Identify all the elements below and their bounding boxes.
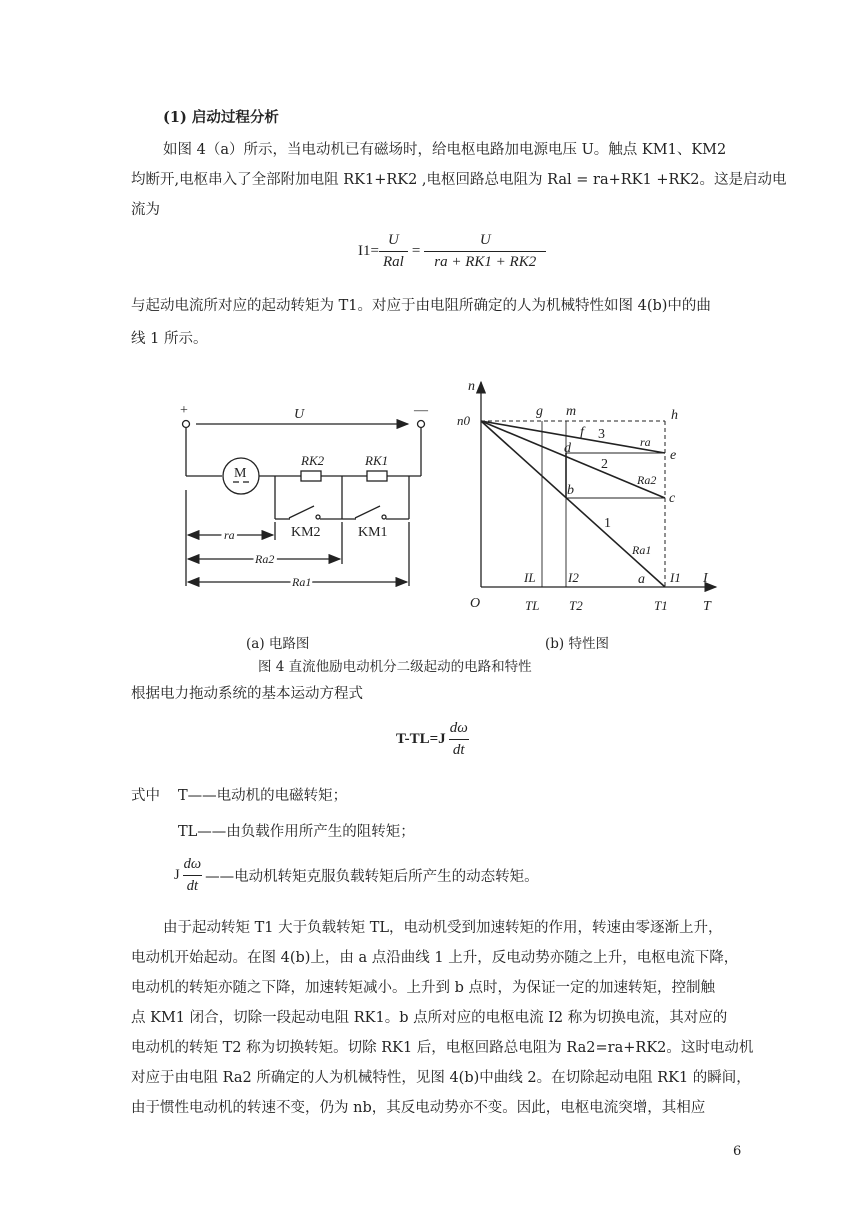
il-label: IL bbox=[524, 570, 536, 585]
body-line-2: 电动机开始起动。在图 4(b)上，由 a 点沿曲线 1 上升，反电动势亦随之上升，电枢电流下降， bbox=[131, 950, 739, 966]
t2-label: T2 bbox=[569, 598, 583, 613]
km2-label: KM2 bbox=[291, 525, 321, 540]
curve-1 bbox=[481, 421, 665, 587]
g-label: g bbox=[536, 404, 543, 419]
j-den: dt bbox=[183, 875, 202, 895]
where-label: 式中 bbox=[131, 788, 160, 804]
body-line-6: 对应于由电阻 Ra2 所确定的人为机械特性，见图 4(b)中曲线 2。在切除起动电阻 RK1 的瞬间， bbox=[131, 1070, 751, 1086]
page-number: 6 bbox=[733, 1144, 742, 1159]
eq2-num: dω bbox=[449, 720, 468, 736]
ra-curve-label: ra bbox=[640, 435, 651, 449]
eq1-den-2: ra + RK1 + RK2 bbox=[424, 251, 546, 271]
e-label: e bbox=[670, 448, 677, 463]
resistor-rk2 bbox=[301, 471, 321, 481]
eq1-equals: = bbox=[411, 243, 421, 259]
t-axis-label: T bbox=[703, 599, 711, 614]
u-label: U bbox=[294, 407, 305, 422]
switch-km2 bbox=[289, 506, 314, 518]
motion-intro: 根据电力拖动系统的基本运动方程式 bbox=[131, 686, 363, 702]
eq1-num-1: U bbox=[387, 232, 399, 248]
intro-line-1: 如图 4（a）所示，当电动机已有磁场时，给电枢电路加电源电压 U。触点 KM1、KM2 bbox=[163, 142, 727, 158]
km1-label: KM1 bbox=[358, 525, 388, 540]
curve-3 bbox=[481, 421, 665, 453]
rk2-label: RK2 bbox=[301, 453, 325, 468]
i2-label: I2 bbox=[568, 570, 579, 585]
b-label: b bbox=[567, 483, 574, 498]
caption-a: (a) 电路图 bbox=[246, 636, 310, 652]
caption-b: (b) 特性图 bbox=[545, 636, 609, 652]
after-eq1-line-2: 线 1 所示。 bbox=[131, 331, 208, 347]
curve-1-label: 1 bbox=[604, 516, 611, 531]
d-label: d bbox=[564, 441, 571, 456]
c-label: c bbox=[669, 491, 676, 506]
i-axis-label: I bbox=[703, 571, 708, 586]
intro-line-2: 均断开,电枢串入了全部附加电阻 RK1+RK2 ,电枢回路总电阻为 Ral = ra+RK1 +RK2。这是启动电 bbox=[131, 172, 787, 188]
curve-2-label: 2 bbox=[601, 457, 608, 472]
curve-3-label: 3 bbox=[598, 427, 605, 442]
body-line-5: 电动机的转矩 T2 称为切换转矩。切除 RK1 后，电枢回路总电阻为 Ra2=ra+RK2。这时电动机 bbox=[131, 1040, 754, 1056]
ra-label: ra bbox=[224, 528, 235, 542]
characteristic-graph bbox=[481, 382, 716, 587]
plus-terminal bbox=[183, 421, 190, 428]
motor-label: M bbox=[234, 466, 247, 481]
j-definition bbox=[174, 856, 539, 895]
eq2-frac bbox=[446, 720, 472, 759]
eq2-den: dt bbox=[449, 739, 469, 759]
eq1-num-2: U bbox=[479, 232, 491, 248]
circuit-diagram bbox=[183, 421, 425, 587]
t1-label: T1 bbox=[654, 598, 668, 613]
body-line-1: 由于起动转矩 T1 大于负载转矩 TL，电动机受到加速转矩的作用，转速由零逐渐上升， bbox=[163, 920, 723, 936]
n-axis-label: n bbox=[468, 379, 475, 394]
body-line-7: 由于惯性电动机的转速不变，仍为 nb，其反电动势亦不变。因此，电枢电流突增，其相应 bbox=[131, 1100, 706, 1116]
plus-label: + bbox=[180, 403, 188, 418]
ra2-curve-label: Ra2 bbox=[637, 473, 657, 487]
minus-label: — bbox=[414, 403, 428, 418]
figure-caption: 图 4 直流他励电动机分二级起动的电路和特性 bbox=[258, 659, 532, 675]
eq1-den-1: Ral bbox=[379, 251, 408, 271]
switch-km1 bbox=[355, 506, 380, 518]
resistor-rk1 bbox=[367, 471, 387, 481]
h-label: h bbox=[671, 408, 678, 423]
f-label: f bbox=[580, 425, 584, 440]
intro-line-3: 流为 bbox=[131, 202, 160, 218]
j-frac bbox=[180, 856, 206, 895]
eq2-lhs: T-TL=J bbox=[396, 731, 446, 747]
section-heading: (1) 启动过程分析 bbox=[163, 109, 279, 126]
body-line-4: 点 KM1 闭合，切除一段起动电阻 RK1。b 点所对应的电枢电流 I2 称为切换电流，其对应的 bbox=[131, 1010, 728, 1026]
minus-terminal bbox=[418, 421, 425, 428]
ra2-label: Ra2 bbox=[255, 552, 275, 566]
after-eq1-line-1: 与起动电流所对应的起动转矩为 T1。对应于由电阻所确定的人为机械特性如图 4(b)中的曲 bbox=[131, 298, 711, 314]
j-num: dω bbox=[183, 856, 202, 872]
a-label: a bbox=[638, 572, 645, 587]
rk1-label: RK1 bbox=[365, 453, 389, 468]
n0-label: n0 bbox=[457, 413, 470, 428]
j-symbol: J bbox=[174, 867, 180, 883]
i1-label: I1 bbox=[670, 570, 681, 585]
t-definition: T——电动机的电磁转矩； bbox=[178, 788, 348, 804]
m-label: m bbox=[566, 404, 577, 419]
body-line-3: 电动机的转矩亦随之下降，加速转矩减小。上升到 b 点时，为保证一定的加速转矩，控制触 bbox=[131, 980, 715, 996]
tl-label: TL bbox=[525, 598, 540, 613]
ra1-curve-label: Ra1 bbox=[632, 543, 652, 557]
equation-motion bbox=[396, 720, 472, 759]
tl-definition: TL——由负载作用所产生的阻转矩； bbox=[178, 824, 415, 840]
ra1-label: Ra1 bbox=[292, 575, 312, 589]
j-def-text: ——电动机转矩克服负载转矩后所产生的动态转矩。 bbox=[205, 869, 539, 885]
eq1-lhs: I1= bbox=[358, 243, 379, 259]
origin-label: O bbox=[470, 596, 481, 611]
